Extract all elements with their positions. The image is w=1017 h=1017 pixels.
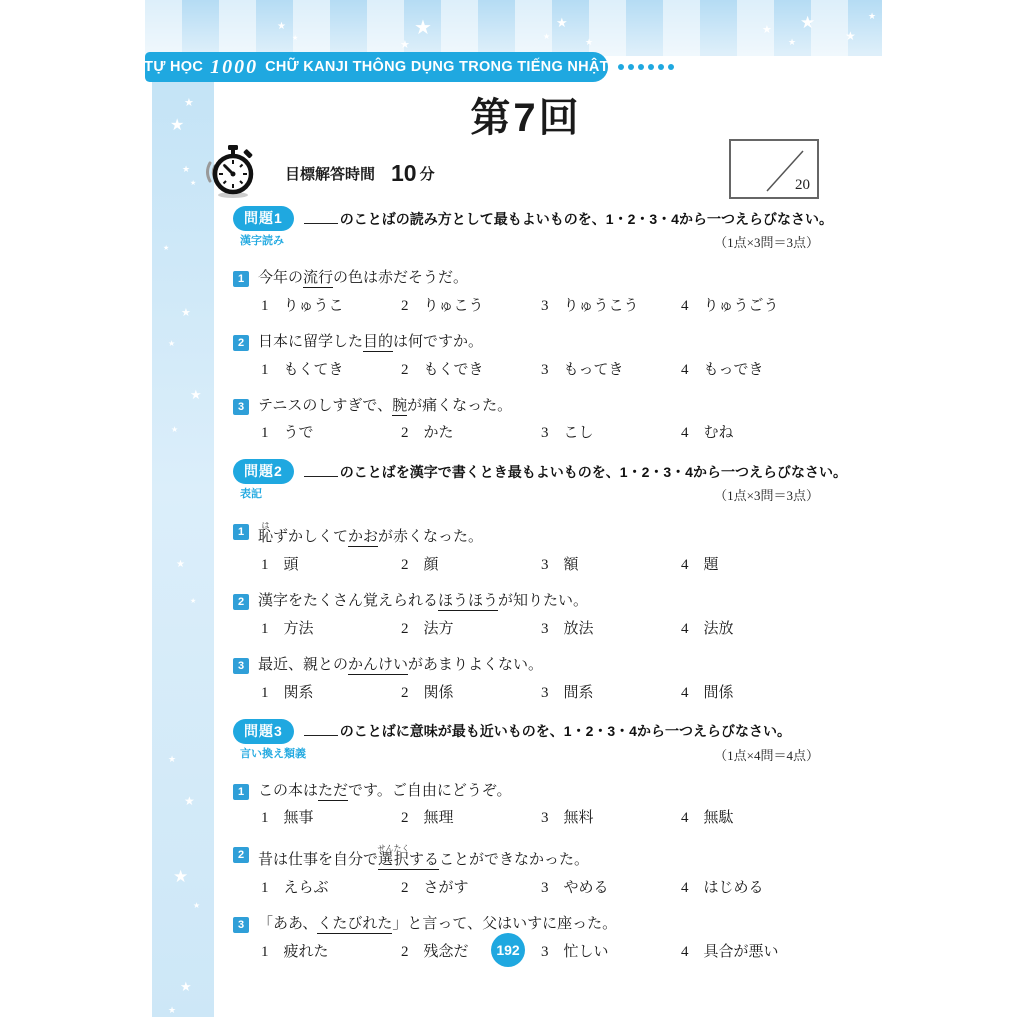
option-number: 3 — [541, 684, 549, 701]
question-row — [233, 914, 819, 936]
option-text: 法方 — [423, 620, 454, 637]
instruction-blank — [304, 735, 338, 736]
problem-badge: 問題1 — [233, 206, 294, 231]
option-text: 放法 — [563, 620, 594, 637]
star-icon — [190, 388, 202, 401]
option-text: 間系 — [563, 684, 594, 701]
option-number: 2 — [401, 620, 409, 637]
page-number-badge — [491, 933, 525, 967]
option — [401, 553, 541, 574]
problem-subheader — [233, 232, 819, 251]
option-text: 方法 — [283, 620, 314, 637]
option-number: 1 — [261, 810, 269, 827]
question-sentence — [258, 781, 512, 803]
option-number: 1 — [261, 297, 269, 314]
problem-subheader — [233, 485, 819, 504]
options-row — [261, 940, 819, 961]
stopwatch-icon — [203, 143, 257, 204]
option-number: 1 — [261, 620, 269, 637]
problem-points: （1点×4問＝4点） — [714, 747, 819, 763]
banner-title-number: 1000 — [210, 55, 259, 78]
option — [681, 294, 821, 315]
option-number: 1 — [261, 425, 269, 442]
underlined-word: くたびれた — [317, 916, 393, 932]
option-number: 4 — [681, 620, 689, 637]
question-row — [233, 521, 819, 549]
option-text: かた — [423, 425, 454, 442]
option-number: 4 — [681, 943, 689, 960]
option — [541, 294, 681, 315]
option-text: 法放 — [703, 620, 734, 637]
question — [233, 521, 819, 574]
underlined-word: 腕 — [392, 397, 408, 414]
option-number: 4 — [681, 425, 689, 442]
option — [261, 421, 401, 442]
question — [233, 914, 819, 961]
underlined-word: ほうほう — [438, 593, 499, 609]
question-row — [233, 591, 819, 613]
sentence-segment: 日本に留学した — [258, 333, 364, 350]
question-row — [233, 844, 819, 872]
option-number: 2 — [401, 297, 409, 314]
star-icon — [173, 868, 188, 885]
question-number-badge: 2 — [233, 847, 249, 863]
sentence-segment: 今年の — [258, 270, 304, 286]
option — [541, 806, 681, 827]
option-text: 関系 — [283, 684, 314, 701]
star-icon — [193, 902, 200, 910]
question-row — [233, 396, 819, 418]
option-text: やめる — [563, 880, 609, 896]
problem-section-3 — [233, 719, 819, 961]
problem-header — [233, 206, 833, 231]
star-icon — [414, 18, 432, 38]
option — [541, 617, 681, 638]
option-text: もくてき — [283, 361, 344, 378]
sections-container — [233, 206, 847, 978]
option-text: りゅこう — [423, 297, 484, 314]
option — [401, 806, 541, 827]
sentence-segment: があまりよくない。 — [408, 656, 544, 673]
problem-badge: 問題2 — [233, 459, 294, 484]
options-row — [261, 421, 819, 442]
question-sentence — [258, 396, 512, 418]
option-number: 3 — [541, 810, 549, 827]
option-text: 関係 — [423, 684, 454, 701]
option-number: 2 — [401, 425, 409, 442]
option-number: 4 — [681, 810, 689, 827]
banner-title-prefix: TỰ HỌC — [144, 59, 204, 75]
sentence-segment: が赤くなった。 — [378, 529, 484, 546]
question-sentence — [258, 844, 589, 872]
option-text: さがす — [423, 880, 469, 896]
option — [261, 617, 401, 638]
underlined-word: する — [409, 852, 440, 869]
star-icon — [181, 308, 191, 319]
option-number: 1 — [261, 361, 269, 378]
option — [681, 876, 821, 897]
options-row — [261, 806, 819, 827]
star-icon — [400, 40, 410, 51]
option — [681, 806, 821, 827]
option-text: 顔 — [423, 557, 439, 573]
star-icon — [868, 12, 876, 21]
option — [681, 358, 821, 379]
star-icon — [171, 426, 178, 434]
option-text: りゅうごう — [703, 297, 779, 314]
option-text: えらぶ — [283, 880, 329, 896]
question-sentence — [258, 655, 543, 677]
question-number-badge: 1 — [233, 784, 249, 800]
options-row — [261, 294, 819, 315]
problem-badge: 問題3 — [233, 719, 294, 744]
options-row — [261, 358, 819, 379]
lesson-title: 第7回 — [470, 96, 582, 140]
option-number: 2 — [401, 880, 409, 896]
option-number: 2 — [401, 557, 409, 573]
option-number: 4 — [681, 297, 689, 314]
problem-section-1 — [233, 206, 833, 442]
star-icon — [788, 38, 796, 47]
star-icon — [170, 118, 184, 134]
options-row — [261, 617, 819, 638]
underlined-word: 選択せんたく — [377, 844, 410, 869]
option — [541, 553, 681, 574]
problem-instruction: のことばの読み方として最もよいものを、1・2・3・4から一つえらびなさい。 — [304, 209, 833, 229]
option-number: 2 — [401, 810, 409, 827]
options-row — [261, 876, 819, 897]
star-icon — [176, 560, 185, 570]
star-icon — [190, 598, 196, 605]
sentence-segment: この本は — [258, 782, 319, 799]
question-number-badge: 2 — [233, 335, 249, 351]
option — [681, 421, 821, 442]
question — [233, 268, 819, 315]
sentence-segment: 恥は — [258, 521, 274, 546]
problem-points: （1点×3問＝3点） — [714, 235, 819, 250]
problem-instruction: のことばを漢字で書くとき最もよいものを、1・2・3・4から一つえらびなさい。 — [304, 462, 847, 482]
option — [401, 617, 541, 638]
option-number: 1 — [261, 880, 269, 896]
underlined-word: ただ — [318, 782, 349, 799]
options-row — [261, 553, 819, 574]
option-text: 無駄 — [703, 810, 734, 827]
star-icon — [168, 755, 176, 764]
option-number: 4 — [681, 361, 689, 378]
option — [261, 553, 401, 574]
score-total: 20 — [795, 177, 810, 193]
question — [233, 781, 819, 828]
option — [541, 876, 681, 897]
sentence-segment: 」と言って、父はいすに座った。 — [392, 916, 618, 932]
question-number-badge: 3 — [233, 917, 249, 933]
problem-category: 言い換え類義 — [240, 747, 306, 760]
sentence-segment: が知りたい。 — [498, 593, 589, 609]
star-icon — [556, 16, 568, 29]
score-box — [729, 139, 819, 199]
option-text: 題 — [703, 557, 719, 573]
problem-header — [233, 459, 847, 484]
timer-value: 10 — [391, 160, 417, 186]
sentence-segment: です。ご自由にどうぞ。 — [348, 782, 512, 799]
option — [681, 940, 821, 961]
option-text: 忙しい — [563, 943, 609, 960]
sentence-segment: 最近、親との — [258, 656, 349, 673]
timer-row — [203, 143, 435, 204]
option — [401, 358, 541, 379]
sentence-segment: 昔は仕事を自分で — [258, 852, 379, 869]
timer-unit: 分 — [419, 166, 435, 183]
options-row — [261, 681, 819, 702]
underlined-word: 目的 — [363, 333, 394, 350]
sentence-segment: ずかしくて — [273, 529, 349, 546]
option-text: りゅうこう — [563, 297, 639, 314]
option-text: 残念だ — [423, 943, 469, 960]
option — [541, 421, 681, 442]
question-sentence — [258, 521, 483, 549]
underlined-word: かんけい — [348, 656, 409, 673]
sentence-segment: が痛くなった。 — [407, 397, 513, 414]
option — [681, 553, 821, 574]
sentence-segment: テニスのしすぎで、 — [258, 397, 393, 414]
option-number: 3 — [541, 620, 549, 637]
underlined-word: かお — [348, 529, 379, 546]
option-number: 3 — [541, 557, 549, 573]
star-icon — [184, 795, 195, 807]
problem-subheader — [233, 745, 819, 764]
star-icon — [168, 1006, 176, 1015]
question — [233, 332, 819, 379]
question-number-badge: 3 — [233, 658, 249, 674]
option-text: 額 — [563, 557, 579, 573]
option-text: むね — [703, 425, 734, 442]
sentence-segment: の色は赤だそうだ。 — [333, 270, 469, 286]
question — [233, 844, 819, 897]
sentence-segment: は何ですか。 — [393, 333, 484, 350]
option-number: 1 — [261, 684, 269, 701]
problem-category: 漢字読み — [240, 235, 284, 247]
option-number: 2 — [401, 684, 409, 701]
option-text: うで — [283, 425, 314, 442]
instruction-blank — [304, 476, 338, 477]
option — [541, 358, 681, 379]
problem-header — [233, 719, 819, 744]
option-text: もってき — [563, 361, 624, 378]
option — [261, 806, 401, 827]
option — [541, 681, 681, 702]
option-text: こし — [563, 425, 594, 442]
option — [261, 940, 401, 961]
option-number: 4 — [681, 880, 689, 896]
problem-instruction: のことばに意味が最も近いものを、1・2・3・4から一つえらびなさい。 — [304, 721, 791, 741]
option-text: もくでき — [423, 361, 484, 378]
problem-section-2 — [233, 459, 847, 701]
option-number: 3 — [541, 361, 549, 378]
option — [261, 681, 401, 702]
star-icon — [585, 38, 593, 47]
option-number: 2 — [401, 361, 409, 378]
sentence-segment: 「ああ、 — [258, 916, 318, 932]
option — [261, 358, 401, 379]
option — [261, 294, 401, 315]
question-sentence — [258, 914, 617, 936]
option — [401, 876, 541, 897]
banner-dots-icon — [618, 64, 624, 70]
star-icon — [543, 33, 550, 41]
star-icon — [180, 980, 192, 993]
instruction-blank — [304, 223, 338, 224]
option — [681, 681, 821, 702]
question-number-badge: 1 — [233, 524, 249, 540]
option — [541, 940, 681, 961]
option — [261, 876, 401, 897]
question — [233, 655, 819, 702]
star-icon — [800, 14, 815, 31]
option — [681, 617, 821, 638]
question-row — [233, 268, 819, 290]
question — [233, 591, 819, 638]
star-icon — [163, 245, 169, 252]
underlined-word: 流行 — [303, 270, 334, 286]
option-text: 疲れた — [283, 943, 329, 960]
question — [233, 396, 819, 443]
timer-label: 目標解答時間 — [285, 166, 376, 183]
star-icon — [190, 180, 196, 187]
option-number: 1 — [261, 943, 269, 960]
question-number-badge: 1 — [233, 271, 249, 287]
question-row — [233, 781, 819, 803]
question-number-badge: 2 — [233, 594, 249, 610]
option-text: 無事 — [283, 810, 314, 827]
question-sentence — [258, 268, 468, 290]
option-text: もっでき — [703, 361, 764, 378]
option-text: 無料 — [563, 810, 594, 827]
question-row — [233, 332, 819, 354]
option-number: 4 — [681, 684, 689, 701]
option-text: 頭 — [283, 557, 299, 573]
option-number: 3 — [541, 943, 549, 960]
option-number: 3 — [541, 297, 549, 314]
question-row — [233, 655, 819, 677]
option-number: 3 — [541, 880, 549, 896]
option — [401, 294, 541, 315]
option-number: 2 — [401, 943, 409, 960]
option-number: 3 — [541, 425, 549, 442]
banner-title-suffix: CHỮ KANJI THÔNG DỤNG TRONG TIẾNG NHẬT — [265, 59, 609, 75]
option — [401, 681, 541, 702]
page-number: 192 — [496, 942, 520, 958]
book-title-banner — [145, 52, 608, 82]
star-icon — [277, 22, 286, 32]
option — [401, 421, 541, 442]
question-sentence — [258, 591, 588, 613]
sentence-segment: 漢字をたくさん覚えられる — [258, 593, 439, 609]
option-text: りゅうこ — [283, 297, 344, 314]
option-text: はじめる — [703, 880, 764, 896]
star-icon — [182, 165, 190, 174]
star-icon — [762, 25, 772, 36]
problem-points: （1点×3問＝3点） — [714, 488, 819, 504]
sentence-segment: ことができなかった。 — [439, 852, 590, 869]
star-icon — [845, 30, 856, 42]
star-icon — [292, 35, 298, 42]
option-number: 1 — [261, 557, 269, 573]
option-text: 具合が悪い — [703, 943, 779, 960]
option-text: 間係 — [703, 684, 734, 701]
problem-category: 表記 — [240, 488, 262, 501]
star-icon — [184, 98, 194, 109]
option-number: 4 — [681, 557, 689, 573]
option-text: 無理 — [423, 810, 454, 827]
question-number-badge: 3 — [233, 399, 249, 415]
question-sentence — [258, 332, 483, 354]
star-icon — [168, 340, 175, 348]
